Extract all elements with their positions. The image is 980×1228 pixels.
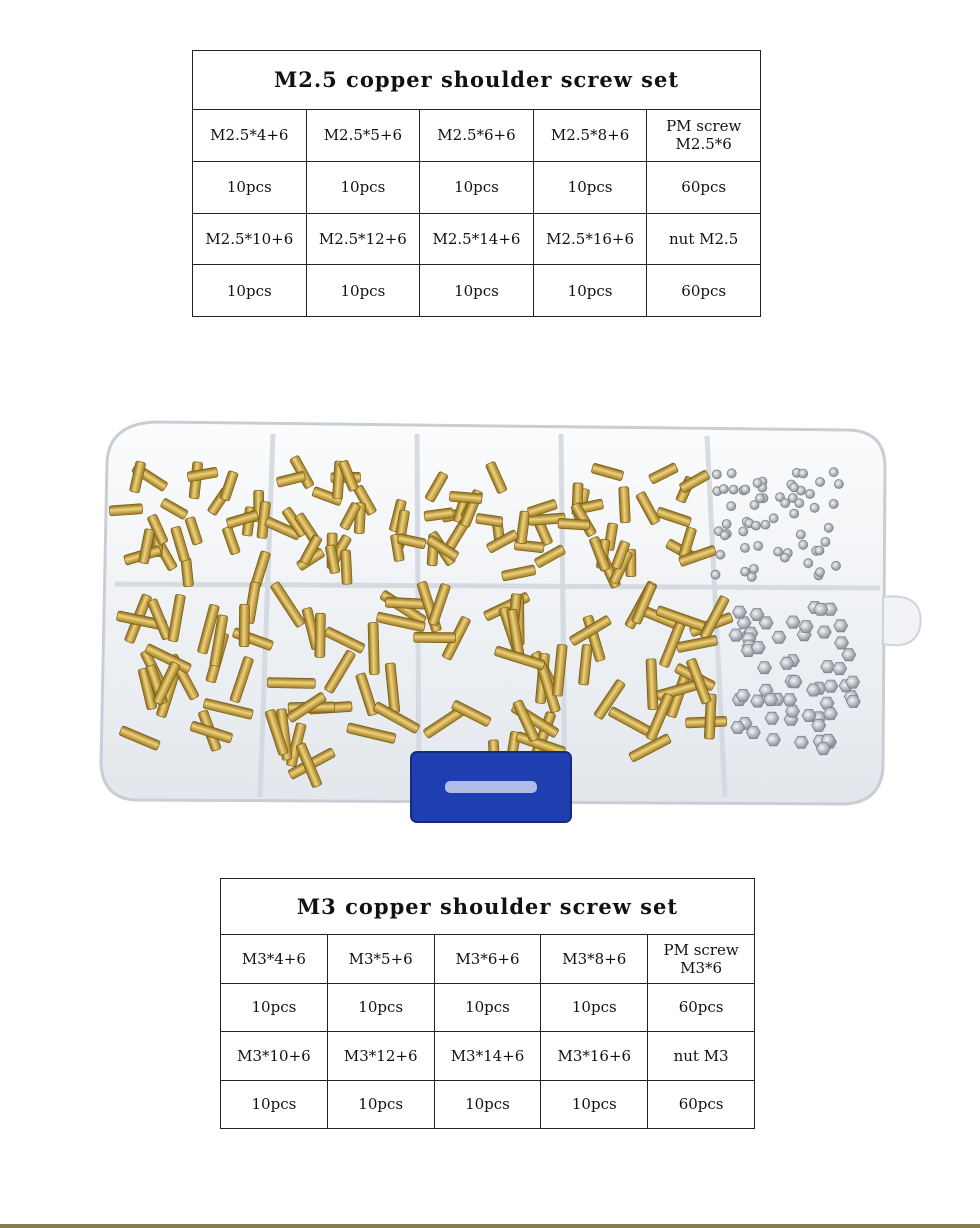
table-cell (647, 110, 761, 162)
nut-piece (807, 684, 821, 696)
table-cell: 10pcs (221, 1080, 328, 1129)
table-cell: nut M3 (648, 1032, 755, 1081)
table-cell: 60pcs (648, 983, 755, 1032)
table-row (221, 1080, 755, 1129)
nut-piece (812, 719, 826, 731)
nut-piece (783, 694, 797, 706)
nut-piece (842, 649, 856, 661)
table-row (193, 161, 761, 213)
standoff-piece (646, 659, 658, 710)
nut-piece (764, 694, 778, 706)
nut-piece (799, 621, 813, 633)
screw-piece (815, 546, 824, 555)
nut-piece (772, 631, 786, 643)
standoff-piece (619, 487, 631, 523)
cell-line: PM screw (663, 940, 739, 959)
screw-piece (816, 477, 825, 486)
nut-piece (794, 736, 808, 748)
table-cell: M3*6+6 (434, 935, 541, 984)
screw-piece (753, 479, 762, 488)
table-cell: 10pcs (306, 161, 420, 213)
standoff-piece (315, 613, 326, 657)
table-cell: M2.5*12+6 (306, 213, 420, 265)
screw-piece (756, 494, 765, 503)
screw-piece (781, 499, 790, 508)
table-cell: 10pcs (327, 983, 434, 1032)
table-cell: M2.5*5+6 (306, 110, 420, 162)
product-photo (95, 412, 925, 832)
cell-line: M2.5*6 (675, 135, 732, 154)
table-cell (648, 935, 755, 984)
table-cell: M3*8+6 (541, 935, 648, 984)
screw-piece (716, 550, 725, 559)
table-cell: M2.5*4+6 (193, 110, 307, 162)
screw-piece (799, 469, 808, 478)
cell-line: PM screw (666, 117, 742, 136)
spec-table-m25 (192, 50, 761, 317)
screw-piece (712, 470, 721, 479)
screw-piece (829, 499, 838, 508)
screw-piece (719, 485, 728, 494)
screw-piece (796, 530, 805, 539)
nut-piece (824, 680, 838, 692)
screw-piece (727, 469, 736, 478)
nut-piece (816, 743, 830, 755)
standoff-piece (368, 622, 379, 674)
screw-piece (739, 527, 748, 536)
nut-piece (733, 606, 747, 618)
screw-piece (829, 468, 838, 477)
table-cell: 10pcs (533, 265, 647, 317)
nut-piece (765, 712, 779, 724)
nut-piece (786, 616, 800, 628)
screw-piece (769, 514, 778, 523)
table-cell: M3*16+6 (541, 1032, 648, 1081)
table-row (193, 265, 761, 317)
table-cell: 10pcs (434, 1080, 541, 1129)
spec-table-m3 (220, 878, 755, 1129)
screw-piece (747, 572, 756, 581)
table-cell: 10pcs (221, 983, 328, 1032)
table-row (221, 983, 755, 1032)
nut-piece (786, 705, 800, 717)
screw-piece (720, 531, 729, 540)
nut-piece (766, 734, 780, 746)
nut-piece (835, 637, 849, 649)
nut-piece (729, 629, 743, 641)
table-cell: M3*14+6 (434, 1032, 541, 1081)
latch (411, 752, 571, 822)
table-cell: 10pcs (434, 983, 541, 1032)
table-cell: M3*4+6 (221, 935, 328, 984)
standoff-piece (558, 518, 590, 530)
nut-piece (834, 620, 848, 632)
table-cell: 10pcs (533, 161, 647, 213)
table-cell: M3*10+6 (221, 1032, 328, 1081)
screw-piece (761, 520, 770, 529)
table-cell: nut M2.5 (647, 213, 761, 265)
table-row (221, 935, 755, 984)
table-cell: 60pcs (648, 1080, 755, 1129)
nut-piece (833, 663, 847, 675)
nut-piece (736, 689, 750, 701)
screw-piece (795, 499, 804, 508)
screw-piece (804, 559, 813, 568)
screw-piece (722, 520, 731, 529)
table-cell: M2.5*6+6 (420, 110, 534, 162)
screw-piece (729, 485, 738, 494)
table-cell: 60pcs (647, 265, 761, 317)
screw-piece (824, 523, 833, 532)
table-cell: M2.5*16+6 (533, 213, 647, 265)
bottom-rule (0, 1224, 980, 1228)
screw-piece (790, 509, 799, 518)
table-cell: M2.5*8+6 (533, 110, 647, 162)
screw-piece (810, 503, 819, 512)
screw-piece (790, 483, 799, 492)
table-cell: 10pcs (420, 265, 534, 317)
nut-piece (788, 676, 802, 688)
screw-piece (752, 521, 761, 530)
nut-piece (759, 617, 773, 629)
table-cell: 60pcs (647, 161, 761, 213)
screw-piece (816, 568, 825, 577)
screw-piece (727, 502, 736, 511)
table-title: M2.5 copper shoulder screw set (193, 51, 761, 110)
screw-piece (806, 489, 815, 498)
screw-piece (799, 540, 808, 549)
nut-piece (751, 642, 765, 654)
table-cell: 10pcs (193, 161, 307, 213)
table-row (221, 1032, 755, 1081)
nut-piece (846, 695, 860, 707)
screw-piece (821, 537, 830, 546)
table-cell: 10pcs (541, 1080, 648, 1129)
nut-piece (821, 661, 835, 673)
nut-piece (817, 626, 831, 638)
table-cell: 10pcs (420, 161, 534, 213)
table-cell: 10pcs (541, 983, 648, 1032)
nut-piece (758, 662, 772, 674)
table-cell: 10pcs (306, 265, 420, 317)
standoff-piece (109, 504, 143, 516)
screw-piece (741, 485, 750, 494)
standoff-piece (239, 604, 250, 646)
nut-piece (814, 603, 828, 615)
cell-line: M3*6 (680, 958, 723, 977)
table-cell: M3*5+6 (327, 935, 434, 984)
nut-piece (802, 709, 816, 721)
nut-piece (846, 676, 860, 688)
table-cell: M3*12+6 (327, 1032, 434, 1081)
nut-piece (746, 726, 760, 738)
table-cell: 10pcs (327, 1080, 434, 1129)
screw-piece (711, 570, 720, 579)
nut-piece (731, 722, 745, 734)
table-cell: 10pcs (193, 265, 307, 317)
nut-piece (824, 708, 838, 720)
screw-piece (832, 561, 841, 570)
table-cell: M2.5*10+6 (193, 213, 307, 265)
standoff-piece (340, 550, 352, 585)
nut-piece (780, 657, 794, 669)
standoff-piece (414, 632, 456, 643)
table-cell: M2.5*14+6 (420, 213, 534, 265)
table-title: M3 copper shoulder screw set (221, 879, 755, 935)
screw-piece (834, 480, 843, 489)
standoff-piece (267, 677, 315, 688)
screw-piece (780, 553, 789, 562)
screw-piece (749, 564, 758, 573)
screw-piece (741, 543, 750, 552)
table-row (193, 213, 761, 265)
table-row (193, 110, 761, 162)
screw-piece (754, 541, 763, 550)
